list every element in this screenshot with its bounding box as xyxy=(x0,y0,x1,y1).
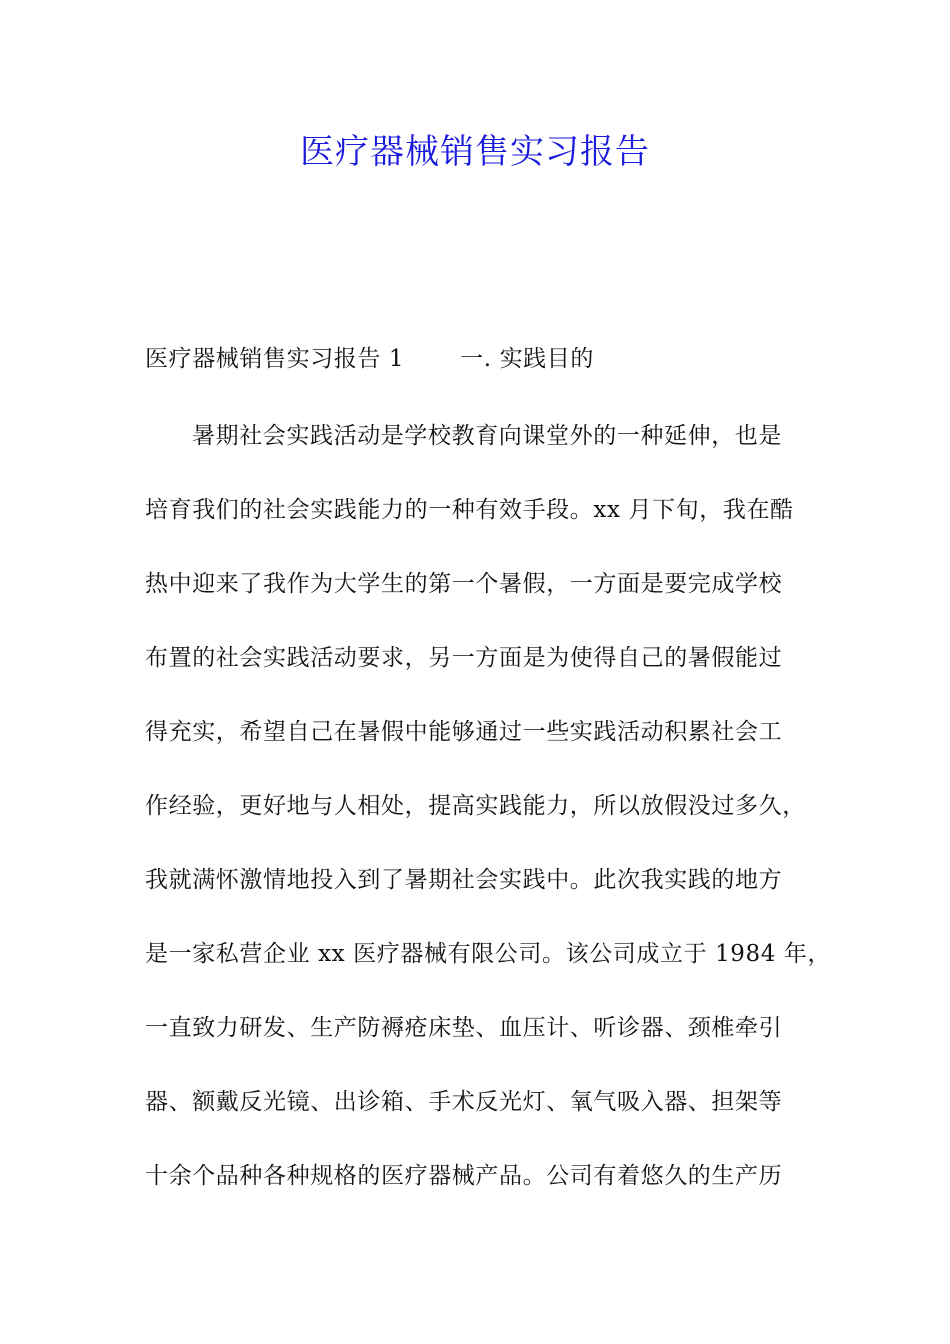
section-heading: 一. 实践目的 xyxy=(460,346,594,372)
paragraph-line: 暑期社会实践活动是学校教育向课堂外的一种延伸，也是 xyxy=(192,423,782,449)
paragraph-line: 器、额戴反光镜、出诊箱、手术反光灯、氧气吸入器、担架等 xyxy=(145,1089,783,1115)
paragraph-line: 一直致力研发、生产防褥疮床垫、血压计、听诊器、颈椎牵引 xyxy=(145,1015,783,1041)
paragraph-line: 是一家私营企业 xx 医疗器械有限公司。该公司成立于 1984 年， xyxy=(145,941,832,967)
report-heading: 医疗器械销售实习报告 1 xyxy=(145,346,405,372)
paragraph-line: 我就满怀激情地投入到了暑期社会实践中。此次我实践的地方 xyxy=(145,867,783,893)
paragraph-line: 作经验，更好地与人相处，提高实践能力，所以放假没过多久， xyxy=(145,793,806,819)
section-heading-line xyxy=(145,344,594,374)
paragraph-line: 热中迎来了我作为大学生的第一个暑假，一方面是要完成学校 xyxy=(145,571,783,597)
paragraph-line: 十余个品种各种规格的医疗器械产品。公司有着悠久的生产历 xyxy=(145,1163,783,1189)
paragraph-line: 布置的社会实践活动要求，另一方面是为使得自己的暑假能过 xyxy=(145,645,783,671)
paragraph-line: 培育我们的社会实践能力的一种有效手段。xx 月下旬，我在酷 xyxy=(145,497,794,523)
document-title: 医疗器械销售实习报告 xyxy=(300,132,650,172)
paragraph-line: 得充实，希望自己在暑假中能够通过一些实践活动积累社会工 xyxy=(145,719,783,745)
